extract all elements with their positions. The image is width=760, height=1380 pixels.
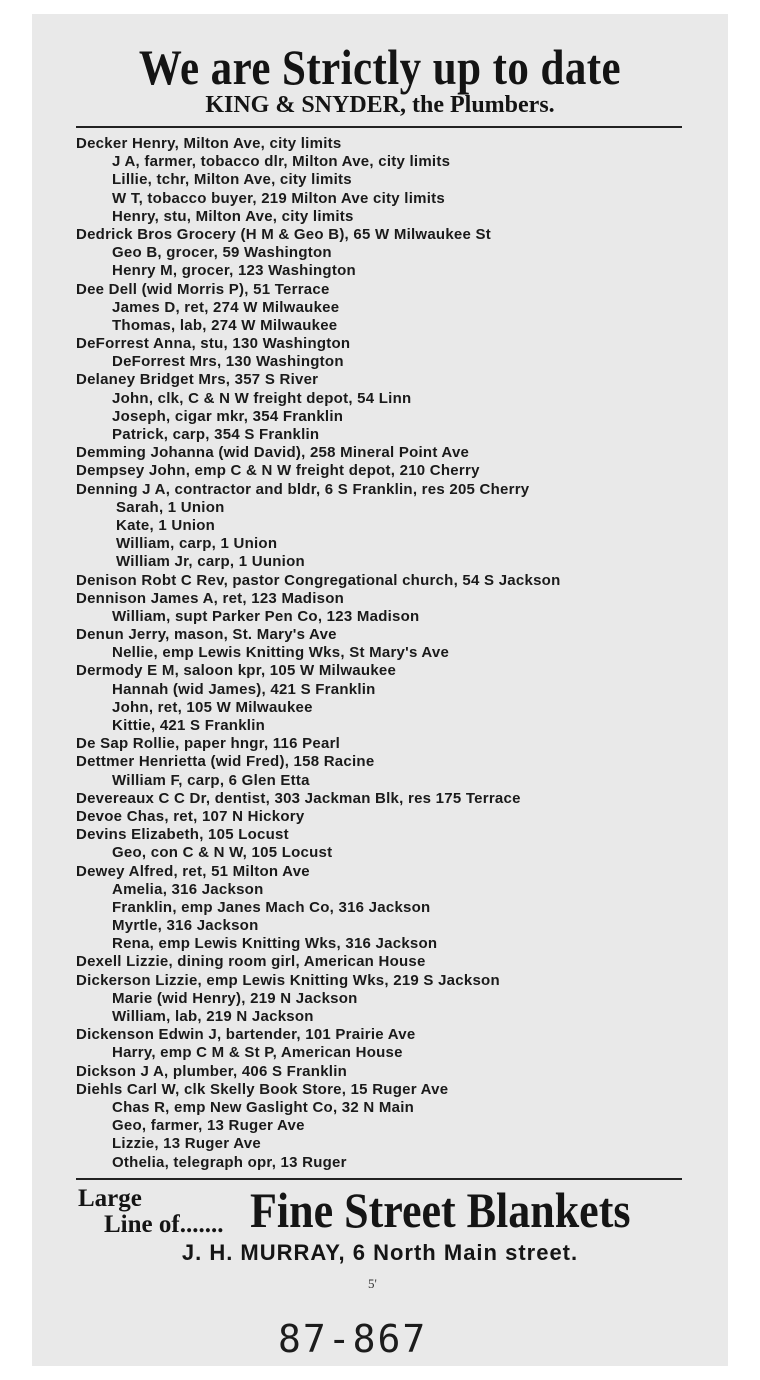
directory-subentry: Hannah (wid James), 421 S Franklin	[112, 680, 376, 698]
directory-entry: Dickson J A, plumber, 406 S Franklin	[76, 1062, 348, 1080]
directory-entry: Decker Henry, Milton Ave, city limits	[76, 135, 342, 152]
directory-subentry: Rena, emp Lewis Knitting Wks, 316 Jackson	[112, 935, 438, 953]
directory-entry: Dexell Lizzie, dining room girl, American House	[76, 953, 426, 971]
top-divider	[76, 126, 682, 128]
ad-line-of: Line of.......	[104, 1211, 224, 1238]
directory-subentry: Kate, 1 Union	[116, 516, 216, 534]
page-number: 5'	[368, 1276, 377, 1291]
directory-subentry: Marie (wid Henry), 219 N Jackson	[112, 989, 358, 1007]
directory-entry: Dee Dell (wid Morris P), 51 Terrace	[76, 280, 330, 298]
directory-subentry: W T, tobacco buyer, 219 Milton Ave city limits	[112, 189, 445, 207]
directory-subentry: Amelia, 316 Jackson	[112, 880, 264, 898]
directory-subentry: James D, ret, 274 W Milwaukee	[112, 298, 340, 316]
directory-subentry: William Jr, carp, 1 Uunion	[116, 553, 305, 571]
directory-subentry: John, ret, 105 W Milwaukee	[112, 698, 313, 716]
directory-entry: Dempsey John, emp C & N W freight depot, 210 Cherry	[76, 462, 480, 480]
directory-subentry: Patrick, carp, 354 S Franklin	[112, 426, 320, 443]
directory-entry: Demming Johanna (wid David), 258 Mineral Point Ave	[76, 444, 470, 462]
directory-entry: Denun Jerry, mason, St. Mary's Ave	[76, 626, 337, 644]
directory-entry: Dermody E M, saloon kpr, 105 W Milwaukee	[76, 662, 397, 680]
directory-subentry: Geo, con C & N W, 105 Locust	[112, 844, 333, 862]
directory-entry: Dickenson Edwin J, bartender, 101 Prairie Ave	[76, 1026, 416, 1044]
ad-large-word: Large	[78, 1185, 142, 1212]
directory-subentry: Thomas, lab, 274 W Milwaukee	[112, 316, 338, 334]
directory-entry: Devoe Chas, ret, 107 N Hickory	[76, 807, 305, 825]
directory-subentry: Nellie, emp Lewis Knitting Wks, St Mary's Ave	[112, 644, 450, 662]
directory-subentry: William, supt Parker Pen Co, 123 Madison	[112, 607, 420, 625]
directory-entry: DeForrest Anna, stu, 130 Washington	[76, 335, 351, 353]
directory-subentry: Sarah, 1 Union	[116, 498, 225, 516]
directory-entry: Diehls Carl W, clk Skelly Book Store, 15 Ruger Ave	[76, 1080, 449, 1098]
directory-subentry: Geo, farmer, 13 Ruger Ave	[112, 1117, 305, 1135]
directory-entry: De Sap Rollie, paper hngr, 116 Pearl	[76, 735, 341, 753]
directory-subentry: Geo B, grocer, 59 Washington	[112, 244, 332, 262]
directory-subentry: J A, farmer, tobacco dlr, Milton Ave, city limits	[112, 153, 451, 171]
directory-subentry: William F, carp, 6 Glen Etta	[112, 771, 310, 789]
directory-subentry: Myrtle, 316 Jackson	[112, 917, 259, 935]
directory-subentry: Henry, stu, Milton Ave, city limits	[112, 207, 354, 225]
ad-address: J. H. MURRAY, 6 North Main street.	[181, 1240, 579, 1265]
directory-entry: Denison Robt C Rev, pastor Congregational church, 54 S Jackson	[76, 571, 561, 589]
directory-entry: Dedrick Bros Grocery (H M & Geo B), 65 W Milwaukee St	[76, 225, 492, 243]
header-title: We are Strictly up to date	[138, 39, 622, 95]
directory-subentry: John, clk, C & N W freight depot, 54 Linn	[112, 389, 412, 407]
directory-subentry: Chas R, emp New Gaslight Co, 32 N Main	[112, 1098, 415, 1116]
directory-subentry: William, lab, 219 N Jackson	[112, 1008, 314, 1025]
bottom-divider	[76, 1178, 682, 1180]
directory-subentry: Harry, emp C M & St P, American House	[112, 1044, 403, 1062]
directory-subentry: DeForrest Mrs, 130 Washington	[112, 353, 344, 371]
directory-subentry: Kittie, 421 S Franklin	[112, 717, 266, 734]
directory-subentry: Othelia, telegraph opr, 13 Ruger	[112, 1153, 347, 1171]
directory-entry: Dettmer Henrietta (wid Fred), 158 Racine	[76, 753, 375, 771]
handwritten-note: 87-867	[278, 1317, 428, 1361]
directory-subentry: Joseph, cigar mkr, 354 Franklin	[112, 407, 344, 425]
advertisement	[32, 1182, 728, 1272]
directory-entry: Dennison James A, ret, 123 Madison	[76, 589, 345, 607]
directory-entry: Dickerson Lizzie, emp Lewis Knitting Wks, 219 S Jackson	[76, 971, 500, 989]
directory-listing	[76, 135, 716, 1172]
directory-subentry: Lizzie, 13 Ruger Ave	[112, 1135, 261, 1153]
directory-subentry: William, carp, 1 Union	[116, 535, 278, 553]
directory-entry: Delaney Bridget Mrs, 357 S River	[76, 371, 319, 389]
directory-page	[32, 14, 728, 1366]
header-subtitle: KING & SNYDER, the Plumbers.	[205, 92, 555, 118]
ad-headline: Fine Street Blankets	[250, 1182, 631, 1238]
directory-entry: Denning J A, contractor and bldr, 6 S Franklin, res 205 Cherry	[76, 480, 530, 498]
directory-entry: Dewey Alfred, ret, 51 Milton Ave	[76, 862, 310, 880]
directory-subentry: Henry M, grocer, 123 Washington	[112, 262, 356, 280]
directory-entry: Devins Elizabeth, 105 Locust	[76, 826, 289, 844]
directory-entry: Devereaux C C Dr, dentist, 303 Jackman Blk, res 175 Terrace	[76, 789, 521, 807]
directory-subentry: Lillie, tchr, Milton Ave, city limits	[112, 171, 352, 189]
directory-subentry: Franklin, emp Janes Mach Co, 316 Jackson	[112, 898, 431, 916]
